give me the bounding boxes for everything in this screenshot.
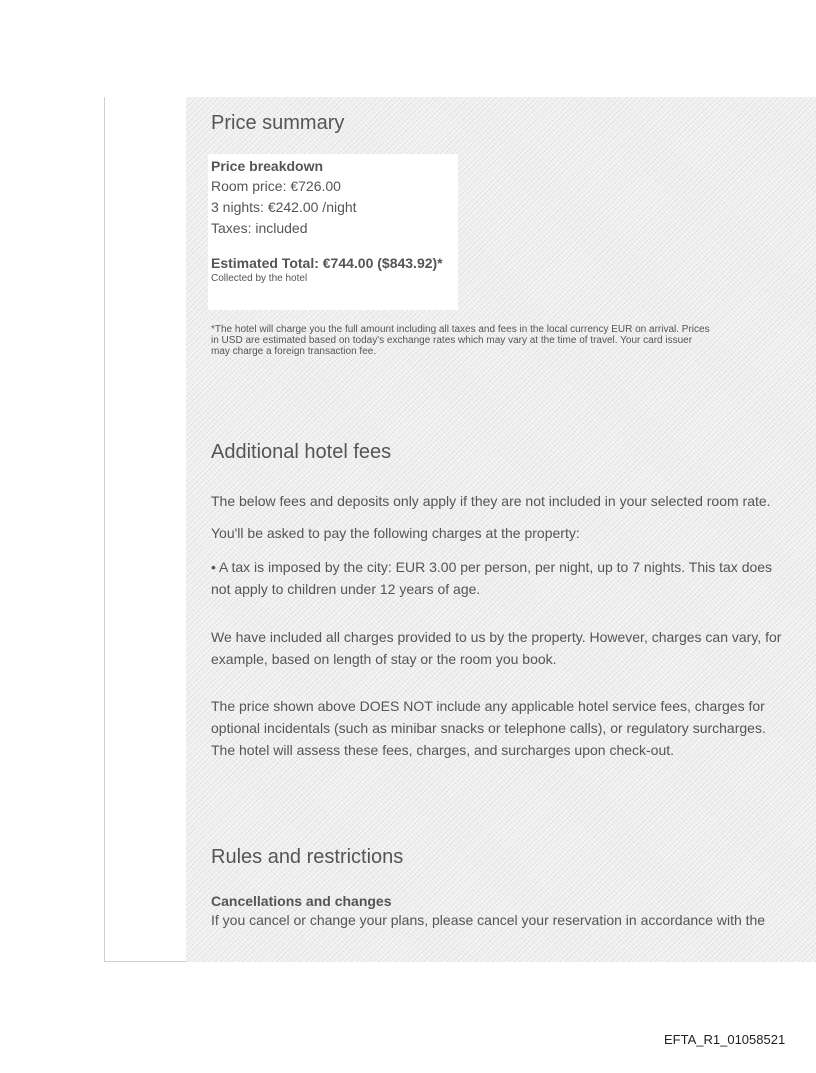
document-id: EFTA_R1_01058521	[664, 1032, 786, 1047]
city-tax-line: not apply to children under 12 years of age.	[211, 581, 481, 597]
service-fees-line: The hotel will assess these fees, charges, and surcharges upon check-out.	[211, 742, 675, 758]
price-breakdown-label: Price breakdown	[211, 158, 324, 174]
rules-title: Rules and restrictions	[211, 846, 404, 868]
taxes-line: Taxes: included	[211, 220, 308, 236]
price-summary-title: Price summary	[211, 112, 345, 134]
included-charges-line: We have included all charges provided to us by the property. However, charges can vary, for	[211, 629, 782, 645]
additional-fees-title: Additional hotel fees	[211, 441, 392, 463]
service-fees-line: optional incidentals (such as minibar snacks or telephone calls), or regulatory surcharges.	[211, 720, 766, 736]
city-tax-line: • A tax is imposed by the city: EUR 3.00 per person, per night, up to 7 nights. This tax does	[211, 559, 773, 575]
currency-disclaimer	[211, 324, 816, 357]
property-charges-intro: You'll be asked to pay the following charges at the property:	[211, 525, 580, 541]
collected-by-hotel: Collected by the hotel	[211, 273, 308, 284]
cancellations-text: If you cancel or change your plans, please cancel your reservation in accordance with the	[211, 912, 766, 928]
estimated-total: Estimated Total: €744.00 ($843.92)*	[211, 255, 443, 271]
frame-left-border	[104, 97, 105, 962]
cancellations-label: Cancellations and changes	[211, 893, 392, 909]
included-charges-line: example, based on length of stay or the room you book.	[211, 651, 557, 667]
service-fees-line: The price shown above DOES NOT include any applicable hotel service fees, charges for	[211, 698, 765, 714]
room-price: Room price: €726.00	[211, 178, 341, 194]
fees-intro: The below fees and deposits only apply if they are not included in your selected room rate.	[211, 493, 771, 509]
disclaimer-line: *The hotel will charge you the full amount including all taxes and fees in the local currency EUR on arrival. Prices	[211, 324, 710, 335]
disclaimer-line: in USD are estimated based on today's exchange rates which may vary at the time of travel. Your card issuer	[211, 335, 693, 346]
disclaimer-line: may charge a foreign transaction fee.	[211, 346, 377, 357]
nights-price: 3 nights: €242.00 /night	[211, 199, 357, 215]
